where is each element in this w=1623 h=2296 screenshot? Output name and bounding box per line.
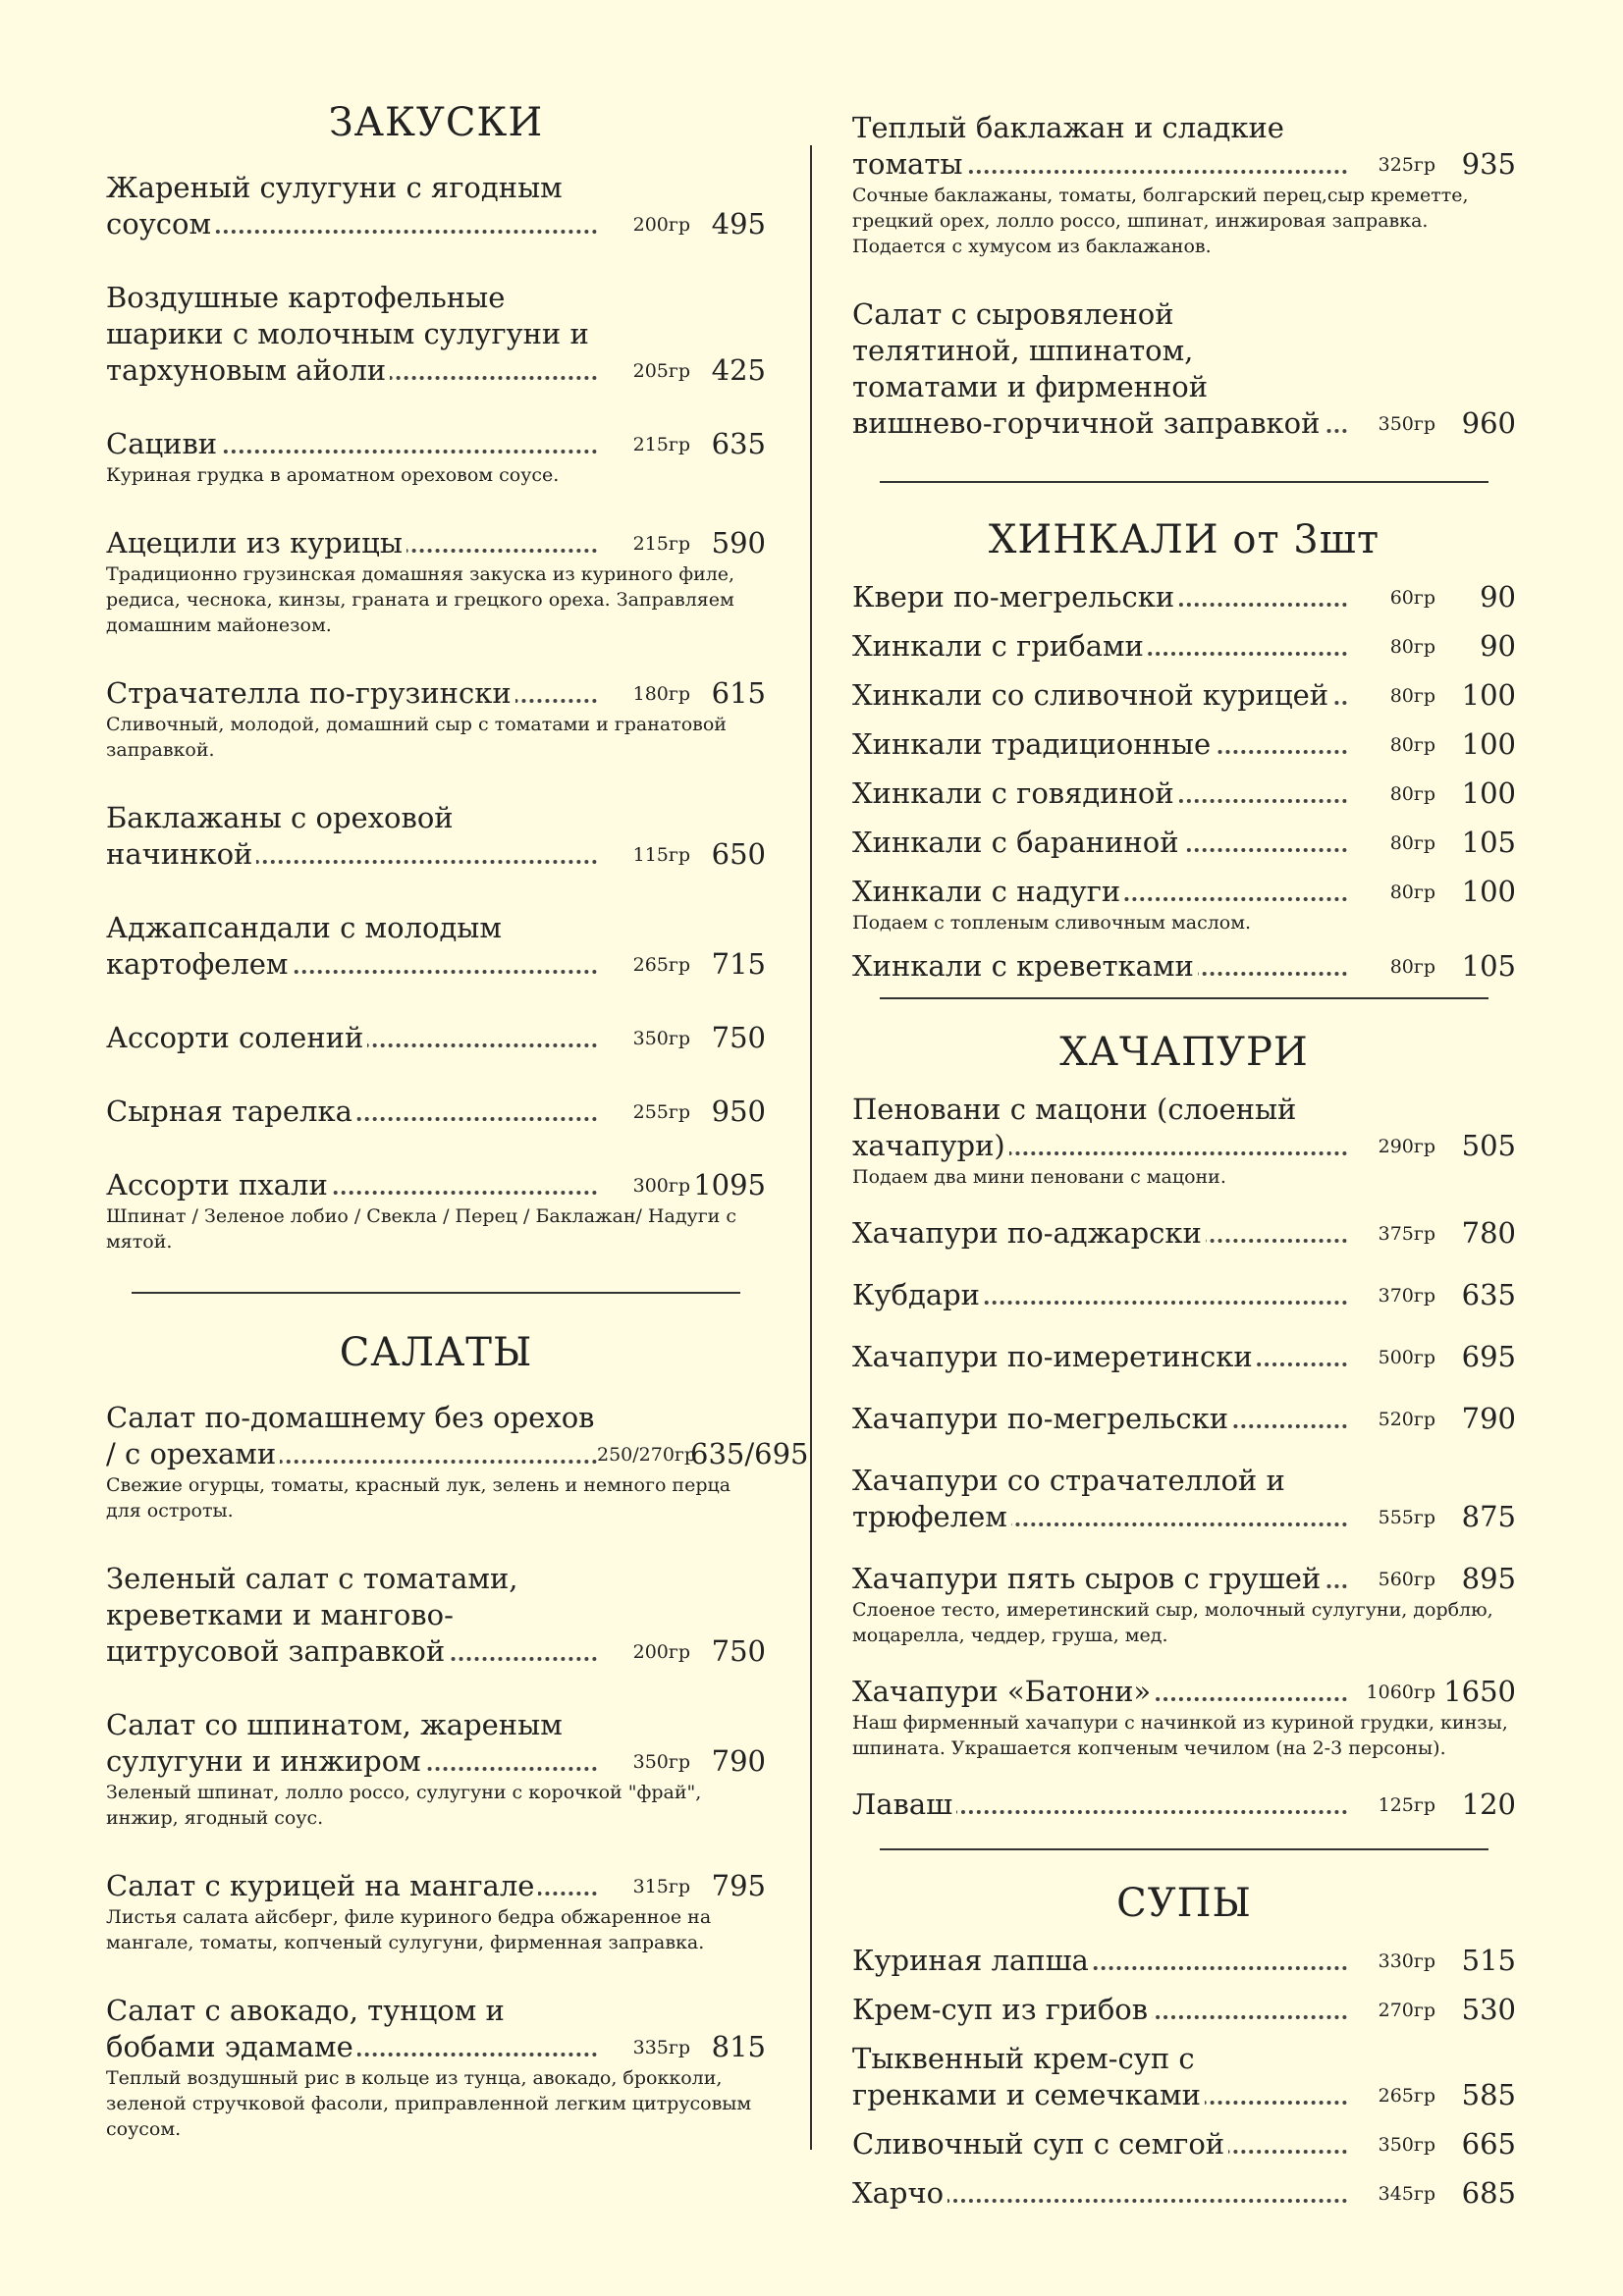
dish-name-text: Салат по-домашнему без орехов / с орехами	[106, 1401, 595, 1470]
khachapuri-item	[852, 1401, 1516, 1437]
menu-item-row	[852, 2041, 1516, 2113]
dish-name-text: Лаваш	[852, 1788, 956, 1821]
dish-name-text: Страчателла по-грузински	[106, 676, 515, 710]
dish-price: 815	[711, 2030, 766, 2063]
menu-item-row	[852, 1674, 1516, 1710]
dish-price: 90	[1480, 580, 1516, 614]
dish-weight: 215гр	[632, 533, 690, 555]
menu-item-row	[852, 2126, 1516, 2163]
dish-price: 100	[1461, 727, 1516, 761]
khinkali-item	[852, 874, 1516, 935]
dish-weight: 350гр	[1378, 413, 1435, 435]
dish-price: 795	[711, 1869, 766, 1902]
dish-name	[106, 675, 597, 712]
dish-name	[852, 1339, 1347, 1375]
dish-price: 105	[1461, 826, 1516, 859]
dish-name-text: Хинкали с грибами	[852, 629, 1148, 663]
dish-name	[106, 1707, 597, 1780]
dish-name	[852, 775, 1347, 812]
menu-item-row	[852, 110, 1516, 183]
dish-price: 1650	[1443, 1675, 1516, 1708]
dish-price: 495	[711, 207, 766, 240]
khachapuri-item	[852, 1561, 1516, 1648]
zakuski-item	[106, 1020, 766, 1056]
dish-name-text: Хинкали с говядиной	[852, 776, 1178, 810]
khinkali-list	[852, 579, 1516, 985]
dish-name	[106, 1993, 597, 2065]
dish-name-text: Хинкали с креветками	[852, 949, 1198, 983]
khinkali-item	[852, 579, 1516, 615]
left-column	[106, 100, 809, 2179]
dish-price: 425	[711, 353, 766, 387]
menu-item-row	[106, 800, 766, 873]
section-divider	[880, 1848, 1488, 1850]
dish-name	[852, 296, 1347, 442]
dish-description: Традиционно грузинская домашняя закуска из куриного филе, редиса, чеснока, кинзы, граната и грецкого ореха. Заправляем домашним майонезом.	[106, 563, 735, 636]
dish-weight: 200гр	[632, 214, 690, 236]
menu-item-row	[106, 280, 766, 389]
dish-description: Шпинат / Зеленое лобио / Свекла / Перец / Баклажан/ Надуги с мятой.	[106, 1205, 737, 1253]
dish-price: 790	[1461, 1402, 1516, 1435]
dish-price: 515	[1461, 1944, 1516, 1977]
dish-weight: 265гр	[632, 954, 690, 976]
menu-item-row	[852, 1943, 1516, 1979]
dish-name-text: Ассорти пхали	[106, 1168, 332, 1201]
supy-item	[852, 2126, 1516, 2163]
dish-weight: 290гр	[1378, 1136, 1435, 1157]
dish-description: Свежие огурцы, томаты, красный лук, зелень и немного перца для остроты.	[106, 1474, 731, 1522]
menu-item-row	[106, 1400, 809, 1472]
section-title-khinkali: ХИНКАЛИ от 3шт	[988, 517, 1380, 562]
zakuski-item	[106, 170, 766, 242]
dish-name	[852, 677, 1347, 714]
dish-name-text: Воздушные картофельные шарики с молочным сулугуни и тархуновым айоли	[106, 281, 589, 387]
dish-weight: 80гр	[1389, 956, 1435, 978]
dish-weight: 500гр	[1378, 1347, 1435, 1368]
dish-price: 960	[1461, 406, 1516, 440]
khinkali-item	[852, 677, 1516, 714]
dish-name	[106, 800, 597, 873]
dish-weight: 335гр	[632, 2037, 690, 2058]
khachapuri-item	[852, 1277, 1516, 1313]
dish-name	[106, 1400, 597, 1472]
dish-price: 505	[1461, 1129, 1516, 1162]
dish-price: 615	[711, 676, 766, 710]
khachapuri-item	[852, 1674, 1516, 1761]
dish-name-text: Баклажаны с ореховой начинкой	[106, 801, 454, 871]
dish-description: Подаем два мини пеновани с мацони.	[852, 1166, 1226, 1188]
dish-price: 875	[1461, 1500, 1516, 1533]
zakuski-item	[106, 675, 766, 763]
dish-name-text: Хачапури по-мегрельски	[852, 1402, 1232, 1435]
dish-price: 585	[1461, 2078, 1516, 2111]
dish-weight: 265гр	[1378, 2085, 1435, 2107]
dish-name-text: Крем-суп из грибов	[852, 1993, 1152, 2026]
dish-weight: 80гр	[1389, 783, 1435, 805]
dish-name	[852, 948, 1347, 985]
dish-name	[106, 1561, 597, 1670]
khachapuri-item	[852, 1092, 1516, 1190]
dish-name-text: Хачапури «Батони»	[852, 1675, 1155, 1708]
dish-price: 665	[1461, 2127, 1516, 2161]
dish-name	[852, 2041, 1347, 2113]
dish-name	[852, 110, 1347, 183]
dish-name-text: Сырная тарелка	[106, 1095, 356, 1128]
section-divider	[132, 1292, 740, 1294]
dish-price: 635	[711, 427, 766, 460]
right-column	[852, 110, 1516, 2224]
dish-name	[852, 2126, 1347, 2163]
dish-name-text: Сливочный суп с семгой	[852, 2127, 1228, 2161]
dish-weight: 370гр	[1378, 1285, 1435, 1307]
dish-price: 750	[711, 1634, 766, 1668]
dish-name-text: Зеленый салат с томатами, креветками и мангово-цитрусовой заправкой	[106, 1562, 518, 1668]
dish-name-text: Хачапури по-имеретински	[852, 1340, 1257, 1373]
dish-weight: 330гр	[1378, 1950, 1435, 1972]
dish-description: Слоеное тесто, имеретинский сыр, молочный сулугуни, дорблю, моцарелла, чеддер, груша, мед.	[852, 1599, 1493, 1646]
section-title-supy: СУПЫ	[1116, 1881, 1252, 1926]
menu-item-row	[852, 1339, 1516, 1375]
dish-weight: 1060гр	[1366, 1682, 1435, 1703]
dish-description: Куриная грудка в ароматном ореховом соусе.	[106, 464, 560, 486]
dish-name	[852, 874, 1347, 910]
dish-price: 635/695	[690, 1437, 809, 1470]
dish-price: 935	[1461, 147, 1516, 181]
khinkali-item	[852, 726, 1516, 763]
salaty-item	[106, 1400, 809, 1523]
dish-name	[852, 2175, 1347, 2212]
menu-item-row	[852, 2175, 1516, 2212]
section-divider	[880, 997, 1488, 999]
menu-item-row	[106, 1707, 766, 1780]
dish-name	[106, 1020, 597, 1056]
khachapuri-item	[852, 1463, 1516, 1535]
dish-weight: 315гр	[632, 1876, 690, 1897]
dish-name-text: Хачапури пять сыров с грушей	[852, 1562, 1325, 1595]
dish-weight: 125гр	[1378, 1794, 1435, 1816]
dish-name	[852, 825, 1347, 861]
dish-weight: 255гр	[632, 1101, 690, 1123]
dish-price: 105	[1461, 949, 1516, 983]
dish-name	[106, 525, 597, 561]
dish-name	[106, 910, 597, 983]
section-title-khachapuri: ХАЧАПУРИ	[1059, 1030, 1309, 1075]
dish-name	[852, 1943, 1347, 1979]
dish-name-text: Хачапури по-аджарски	[852, 1216, 1206, 1250]
menu-item-row	[852, 1992, 1516, 2028]
section-divider	[880, 481, 1488, 483]
dish-name-text: Салат с курицей на мангале	[106, 1869, 538, 1902]
menu-item-row	[852, 1092, 1516, 1164]
menu-item-row	[852, 628, 1516, 665]
menu-item-row	[852, 825, 1516, 861]
dish-name	[852, 1092, 1347, 1164]
dish-description: Сочные баклажаны, томаты, болгарский перец,сыр креметте, грецкий орех, лолло россо, шпинат, инжировая заправка. Подается с хумусом из баклажанов.	[852, 185, 1469, 257]
salaty-list	[106, 1400, 809, 2142]
salaty-continued-list	[852, 110, 1516, 442]
zakuski-item	[106, 1094, 766, 1130]
zakuski-item	[106, 426, 766, 488]
dish-name-text: Ассорти солений	[106, 1021, 367, 1054]
dish-price: 530	[1461, 1993, 1516, 2026]
menu-item-row	[852, 677, 1516, 714]
dish-description: Подаем с топленым сливочным маслом.	[852, 912, 1252, 934]
section-title-salaty: САЛАТЫ	[339, 1330, 533, 1375]
dish-name-text: Хинкали традиционные	[852, 727, 1215, 761]
menu-item-row	[106, 910, 766, 983]
khinkali-item	[852, 775, 1516, 812]
salaty-item	[852, 110, 1516, 259]
column-divider	[810, 145, 812, 2150]
zakuski-item	[106, 280, 766, 389]
dish-price: 120	[1461, 1788, 1516, 1821]
dish-weight: 115гр	[632, 844, 690, 866]
menu-item-row	[106, 1020, 766, 1056]
menu-item-row	[106, 1094, 766, 1130]
zakuski-item	[106, 800, 766, 873]
dish-weight: 200гр	[632, 1641, 690, 1663]
dish-name-text: Салат с авокадо, тунцом и бобами эдамаме	[106, 1994, 505, 2063]
supy-list	[852, 1943, 1516, 2212]
supy-item	[852, 1943, 1516, 1979]
dish-name-text: Сациви	[106, 427, 221, 460]
dish-weight: 375гр	[1378, 1223, 1435, 1245]
salaty-item	[106, 1707, 766, 1831]
dish-name-text: Жареный сулугуни с ягодным соусом	[106, 171, 563, 240]
dish-weight: 60гр	[1389, 587, 1435, 609]
dish-name	[852, 1277, 1347, 1313]
dish-price: 1095	[693, 1168, 766, 1201]
dish-name-text: Квери по-мегрельски	[852, 580, 1178, 614]
dish-weight: 555гр	[1378, 1507, 1435, 1528]
dish-name-text: Хачапури со страчателлой и трюфелем	[852, 1464, 1285, 1533]
dish-name-text: Пеновани с мацони (слоеный хачапури)	[852, 1093, 1297, 1162]
menu-item-row	[106, 1561, 766, 1670]
dish-name	[852, 1401, 1347, 1437]
dish-price: 90	[1480, 629, 1516, 663]
dish-price: 750	[711, 1021, 766, 1054]
dish-name	[852, 1561, 1347, 1597]
dish-weight: 80гр	[1389, 734, 1435, 756]
dish-weight: 345гр	[1378, 2183, 1435, 2205]
menu-item-row	[852, 1787, 1516, 1823]
dish-weight: 560гр	[1378, 1569, 1435, 1590]
dish-price: 100	[1461, 678, 1516, 712]
menu-item-row	[106, 1167, 766, 1203]
dish-name-text: Хинкали со сливочной курицей	[852, 678, 1332, 712]
dish-name	[106, 280, 597, 389]
menu-item-row	[852, 296, 1516, 442]
dish-price: 100	[1461, 875, 1516, 908]
khachapuri-item	[852, 1787, 1516, 1823]
menu-item-row	[852, 579, 1516, 615]
dish-description: Листья салата айсберг, филе куриного бедра обжаренное на мангале, томаты, копченый сулугуни, фирменная заправка.	[106, 1906, 712, 1953]
dish-name	[852, 628, 1347, 665]
khachapuri-item	[852, 1339, 1516, 1375]
khinkali-item	[852, 825, 1516, 861]
dish-name	[852, 1215, 1347, 1252]
menu-item-row	[106, 1868, 766, 1904]
dish-description: Сливочный, молодой, домашний сыр с томатами и гранатовой заправкой.	[106, 714, 727, 761]
menu-item-row	[852, 1463, 1516, 1535]
menu-item-row	[852, 948, 1516, 985]
dish-description: Теплый воздушный рис в кольце из тунца, авокадо, брокколи, зеленой стручковой фасоли, приправленной легким цитрусовым соусом.	[106, 2067, 752, 2140]
dish-name	[852, 1463, 1347, 1535]
zakuski-list	[106, 170, 766, 1255]
dish-weight: 520гр	[1378, 1409, 1435, 1430]
zakuski-item	[106, 525, 766, 638]
dish-price: 685	[1461, 2176, 1516, 2210]
dish-name	[106, 1094, 597, 1130]
menu-item-row	[852, 874, 1516, 910]
dish-weight: 80гр	[1389, 636, 1435, 658]
menu-item-row	[106, 1993, 766, 2065]
dish-price: 635	[1461, 1278, 1516, 1311]
dish-price: 715	[711, 947, 766, 981]
menu-item-row	[852, 1401, 1516, 1437]
dish-name-text: Тыквенный крем-суп с гренками и семечками	[852, 2042, 1205, 2111]
dish-weight: 250/270гр	[597, 1444, 697, 1466]
dish-name	[852, 1674, 1347, 1710]
dish-name-text: Куриная лапша	[852, 1944, 1093, 1977]
dish-name-text: Аджапсандали с молодым картофелем	[106, 911, 502, 981]
dish-name	[852, 726, 1347, 763]
dish-weight: 205гр	[632, 360, 690, 382]
dish-name-text: Хинкали с бараниной	[852, 826, 1183, 859]
dish-weight: 350гр	[1378, 2134, 1435, 2156]
khachapuri-item	[852, 1215, 1516, 1252]
dish-description: Наш фирменный хачапури с начинкой из куриной грудки, кинзы, шпината. Украшается копченым чечилом (на 2-3 персоны).	[852, 1712, 1508, 1759]
dish-name	[106, 1868, 597, 1904]
dish-weight: 180гр	[632, 683, 690, 705]
salaty-item	[852, 296, 1516, 442]
dish-price: 650	[711, 837, 766, 871]
supy-item	[852, 1992, 1516, 2028]
dish-name-text: Ацецили из курицы	[106, 526, 406, 560]
dish-weight: 80гр	[1389, 832, 1435, 854]
khinkali-item	[852, 948, 1516, 985]
menu-item-row	[852, 1561, 1516, 1597]
menu-item-row	[106, 675, 766, 712]
dish-name-text: Салат с сыровяленой телятиной, шпинатом, томатами и фирменной вишнево-горчичной заправкой	[852, 297, 1324, 440]
salaty-item	[106, 1868, 766, 1955]
dish-description: Зеленый шпинат, лолло россо, сулугуни с корочкой "фрай", инжир, ягодный соус.	[106, 1782, 702, 1829]
dish-weight: 350гр	[632, 1751, 690, 1773]
dish-name	[106, 426, 597, 462]
menu-item-row	[106, 170, 766, 242]
dish-price: 695	[1461, 1340, 1516, 1373]
dish-name	[106, 1167, 597, 1203]
dish-name-text: Харчо	[852, 2176, 947, 2210]
dish-name-text: Кубдари	[852, 1278, 984, 1311]
salaty-item	[106, 1993, 766, 2142]
supy-item	[852, 2041, 1516, 2113]
menu-item-row	[852, 726, 1516, 763]
dish-weight: 80гр	[1389, 685, 1435, 707]
menu-item-row	[106, 525, 766, 561]
dish-price: 950	[711, 1095, 766, 1128]
dish-name	[852, 1787, 1347, 1823]
dish-weight: 80гр	[1389, 881, 1435, 903]
menu-item-row	[852, 775, 1516, 812]
dish-weight: 350гр	[632, 1028, 690, 1049]
menu-item-row	[106, 426, 766, 462]
dish-name	[852, 579, 1347, 615]
dish-weight: 215гр	[632, 434, 690, 455]
khachapuri-list	[852, 1092, 1516, 1823]
dish-name	[852, 1992, 1347, 2028]
dish-price: 590	[711, 526, 766, 560]
dish-name-text: Салат со шпинатом, жареным сулугуни и инжиром	[106, 1708, 563, 1778]
dish-weight: 300гр	[632, 1175, 690, 1197]
dish-name-text: Теплый баклажан и сладкие томаты	[852, 111, 1284, 181]
supy-item	[852, 2175, 1516, 2212]
zakuski-item	[106, 1167, 766, 1255]
zakuski-item	[106, 910, 766, 983]
salaty-item	[106, 1561, 766, 1670]
dish-price: 790	[711, 1744, 766, 1778]
dish-weight: 270гр	[1378, 2000, 1435, 2021]
section-title-zakuski: ЗАКУСКИ	[328, 100, 544, 145]
dish-name	[106, 170, 597, 242]
menu-item-row	[852, 1277, 1516, 1313]
dish-name-text: Хинкали с надуги	[852, 875, 1124, 908]
dish-price: 895	[1461, 1562, 1516, 1595]
menu-item-row	[852, 1215, 1516, 1252]
khinkali-item	[852, 628, 1516, 665]
dish-price: 780	[1461, 1216, 1516, 1250]
dish-weight: 325гр	[1378, 154, 1435, 176]
dish-price: 100	[1461, 776, 1516, 810]
